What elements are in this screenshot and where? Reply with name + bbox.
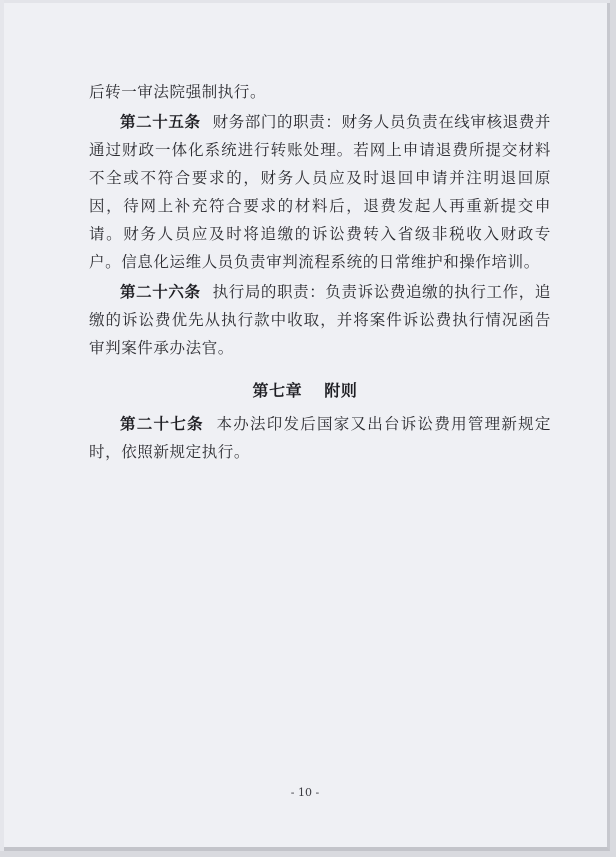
continued-line: 后转一审法院强制执行。 <box>89 83 267 101</box>
article-25-heading: 第二十五条 <box>120 112 201 131</box>
article-27 <box>89 410 551 466</box>
article-26-body: 执行局的职责：负责诉讼费追缴的执行工作，追缴的诉讼费优先从执行款中收取，并将案件诉讼费执行情况函告审判案件承办法官。 <box>89 283 551 357</box>
chapter-heading <box>0 378 610 401</box>
document-body-lower <box>89 410 551 466</box>
article-27-heading: 第二十七条 <box>120 414 204 433</box>
article-26 <box>89 278 551 362</box>
article-25 <box>89 108 551 276</box>
scan-edge-left <box>0 0 4 851</box>
article-26-heading: 第二十六条 <box>120 282 201 301</box>
chapter-number: 第七章 <box>252 381 303 400</box>
page-number: - 10 - <box>290 786 320 799</box>
article-25-body: 财务部门的职责：财务人员负责在线审核退费并通过财政一体化系统进行转账处理。若网上申请退费所提交材料不全或不符合要求的，财务人员应及时退回申请并注明退回原因，待网上补充符合要求的材料后，退费发起人再重新提交申请。财务人员应及时将追缴的诉讼费转入省级非税收入财政专户。信息化运维人员负责审判流程系统的日常维护和操作培训。 <box>89 113 551 271</box>
chapter-title: 附则 <box>324 381 358 400</box>
scan-edge-top <box>0 0 610 3</box>
article-27-body: 本办法印发后国家又出台诉讼费用管理新规定时，依照新规定执行。 <box>89 415 551 461</box>
document-body-upper <box>89 78 551 362</box>
